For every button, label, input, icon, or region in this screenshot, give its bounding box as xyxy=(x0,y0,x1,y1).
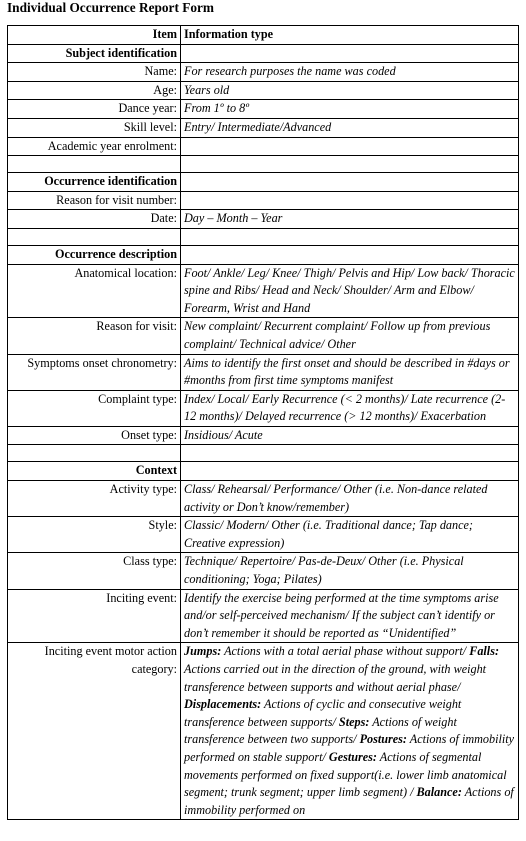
displacements-term: Displacements: xyxy=(184,697,262,712)
section-row xyxy=(8,44,519,63)
table-row xyxy=(8,643,519,820)
table-row xyxy=(8,264,519,318)
class-type-value: Technique/ Repertoire/ Pas-de-Deux/ Other (i.e. Physical conditioning; Yoga; Pilates) xyxy=(181,553,519,589)
complaint-type-value: Index/ Local/ Early Recurrence (< 2 months)/ Late recurrence (2-12 months)/ Delayed recurrence (> 12 months)/ Exacerbation xyxy=(181,390,519,426)
steps-text: Actions of weight transference between two supports/ xyxy=(184,714,457,747)
steps-term: Steps: xyxy=(338,714,370,729)
skill-level-value: Entry/ Intermediate/Advanced xyxy=(181,118,519,137)
dance-year-label: Dance year: xyxy=(8,100,181,119)
activity-type-label: Activity type: xyxy=(8,481,181,517)
section-context-heading: Context xyxy=(8,462,181,481)
enrolment-label: Academic year enrolment: xyxy=(8,137,181,156)
table-row xyxy=(8,517,519,553)
table-row xyxy=(8,318,519,354)
name-label: Name: xyxy=(8,63,181,82)
age-value: Years old xyxy=(181,81,519,100)
table-row xyxy=(8,137,519,156)
section-description-heading: Occurrence description xyxy=(8,245,181,264)
name-value: For research purposes the name was coded xyxy=(181,63,519,82)
date-value: Day – Month – Year xyxy=(181,210,519,229)
reason-number-label: Reason for visit number: xyxy=(8,191,181,210)
dance-year-value: From 1º to 8º xyxy=(181,100,519,119)
class-type-label: Class type: xyxy=(8,553,181,589)
onset-type-label: Onset type: xyxy=(8,426,181,445)
table-row xyxy=(8,589,519,643)
table-row xyxy=(8,354,519,390)
onset-type-value: Insidious/ Acute xyxy=(181,426,519,445)
table-row xyxy=(8,81,519,100)
table-row xyxy=(8,191,519,210)
table-row xyxy=(8,390,519,426)
skill-level-label: Skill level: xyxy=(8,118,181,137)
displacements-text: Actions of cyclic and consecutive weight transference between supports/ xyxy=(184,697,462,729)
balance-term: Balance: xyxy=(416,785,462,800)
section-subject-heading: Subject identification xyxy=(8,44,181,63)
activity-type-value: Class/ Rehearsal/ Performance/ Other (i.e. Non-dance related activity or Don’t know/remember) xyxy=(181,481,519,517)
table-row xyxy=(8,100,519,119)
gestures-text: Actions of segmental movements performed on fixed support(i.e. lower limb anatomical segment; trunk segment; upper limb segment) / xyxy=(184,749,507,800)
style-value: Classic/ Modern/ Other (i.e. Traditional dance; Tap dance; Creative expression) xyxy=(181,517,519,553)
inciting-event-label: Inciting event: xyxy=(8,589,181,643)
postures-text: Actions of immobility performed on stable support/ xyxy=(184,732,515,764)
gestures-term: Gestures: xyxy=(328,749,377,764)
reason-number-value xyxy=(181,191,519,210)
blank-row xyxy=(8,445,519,462)
section-row xyxy=(8,173,519,192)
style-label: Style: xyxy=(8,517,181,553)
section-occurrence-heading: Occurrence identification xyxy=(8,173,181,192)
section-row xyxy=(8,245,519,264)
onset-chronometry-value: Aims to identify the first onset and should be described in #days or #months from first time symptoms manifest xyxy=(181,354,519,390)
form-title: Individual Occurrence Report Form xyxy=(7,0,214,15)
blank-row xyxy=(8,156,519,173)
enrolment-value xyxy=(181,137,519,156)
jumps-term: Jumps: xyxy=(184,644,222,659)
date-label: Date: xyxy=(8,210,181,229)
age-label: Age: xyxy=(8,81,181,100)
table-row xyxy=(8,426,519,445)
postures-term: Postures: xyxy=(359,732,407,747)
table-row xyxy=(8,553,519,589)
jumps-text: Actions with a total aerial phase without support/ xyxy=(221,644,470,659)
inciting-event-value: Identify the exercise being performed at the time symptoms arise and/or self-perceived mechanism/ If the subject can’t identify or don’t remember it should be reported as “Unidentified” xyxy=(181,589,519,643)
table-row xyxy=(8,63,519,82)
balance-text: Actions of immobility performed on xyxy=(184,785,514,817)
table-row xyxy=(8,210,519,229)
header-item: Item xyxy=(8,26,181,45)
report-table xyxy=(7,25,519,820)
table-row xyxy=(8,481,519,517)
table-header-row xyxy=(8,26,519,45)
header-info: Information type xyxy=(181,26,519,45)
reason-for-visit-value: New complaint/ Recurrent complaint/ Follow up from previous complaint/ Technical advice/ Other xyxy=(181,318,519,354)
reason-for-visit-label: Reason for visit: xyxy=(8,318,181,354)
motor-action-label: Inciting event motor action category: xyxy=(8,643,181,820)
falls-text: Actions carried out in the direction of the ground, with weight transference between supports and without aerial phase/ xyxy=(184,662,487,694)
table-row xyxy=(8,118,519,137)
anatomical-location-label: Anatomical location: xyxy=(8,264,181,318)
falls-term: Falls: xyxy=(469,644,499,659)
onset-chronometry-label: Symptoms onset chronometry: xyxy=(8,354,181,390)
section-row xyxy=(8,462,519,481)
blank-row xyxy=(8,228,519,245)
complaint-type-label: Complaint type: xyxy=(8,390,181,426)
motor-action-value xyxy=(181,643,519,820)
anatomical-location-value: Foot/ Ankle/ Leg/ Knee/ Thigh/ Pelvis and Hip/ Low back/ Thoracic spine and Ribs/ Head and Neck/ Shoulder/ Arm and Elbow/ Forearm, Wrist and Hand xyxy=(181,264,519,318)
